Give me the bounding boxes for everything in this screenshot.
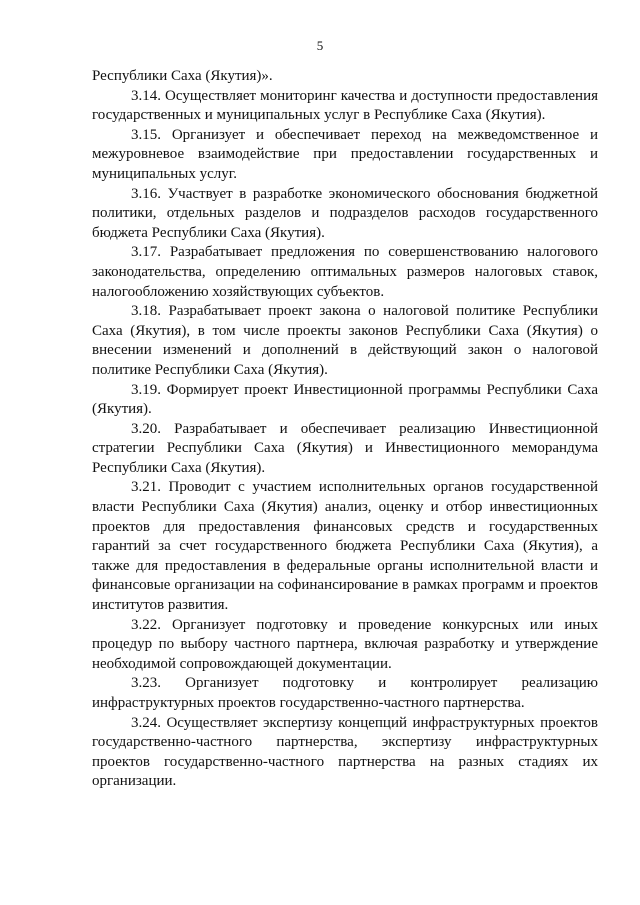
paragraph-3-14: 3.14. Осуществляет мониторинг качества и доступности предоставления государственных и муниципальных услуг в Республике Саха (Якутия).: [92, 87, 598, 124]
paragraph-3-21: 3.21. Проводит с участием исполнительных органов государственной власти Республики Саха (Якутия) анализ, оценку и отбор инвестиционных проектов для предоставления финансовых средств и государственных гарантий за счет государственного бюджета Республики Саха (Якутия), а также для предоставления в федеральные органы исполнительной власти и финансовые организации на софинансирование в рамках программ и проектов институтов развития.: [92, 479, 598, 614]
paragraph-3-16: 3.16. Участвует в разработке экономического обоснования бюджетной политики, отдельных разделов и подразделов расходов государственного бюджета Республики Саха (Якутия).: [92, 185, 598, 241]
paragraph-3-18: 3.18. Разрабатывает проект закона о налоговой политике Республики Саха (Якутия), в том числе проекты законов Республики Саха (Якутия) о внесении изменений и дополнений в действующий закон о налоговой политике Республики Саха (Якутия).: [92, 303, 598, 378]
paragraph-3-23: 3.23. Организует подготовку и контролирует реализацию инфраструктурных проектов государственно-частного партнерства.: [92, 675, 598, 711]
paragraph-3-19: 3.19. Формирует проект Инвестиционной программы Республики Саха (Якутия).: [92, 381, 598, 418]
document-body: [92, 67, 598, 792]
paragraph-3-24: 3.24. Осуществляет экспертизу концепций инфраструктурных проектов государственно-частного партнерства, экспертизу инфраструктурных проектов государственно-частного партнерства на разных стадиях их организации.: [92, 714, 598, 790]
paragraph-3-17: 3.17. Разрабатывает предложения по совершенствованию налогового законодательства, определению оптимальных размеров налоговых ставок, налогообложению хозяйствующих субъектов.: [92, 244, 598, 300]
paragraph-continuation: Республики Саха (Якутия)».: [92, 68, 273, 84]
paragraph-3-15: 3.15. Организует и обеспечивает переход на межведомственное и межуровневое взаимодействие при предоставлении государственных и муниципальных услуг.: [92, 126, 598, 182]
paragraph-3-20: 3.20. Разрабатывает и обеспечивает реализацию Инвестиционной стратегии Республики Саха (Якутия) и Инвестиционного меморандума Республики Саха (Якутия).: [92, 420, 598, 476]
paragraph-3-22: 3.22. Организует подготовку и проведение конкурсных или иных процедур по выбору частного партнера, включая разработку и утверждение необходимой сопровождающей документации.: [92, 616, 598, 672]
page-number: 5: [316, 38, 324, 53]
